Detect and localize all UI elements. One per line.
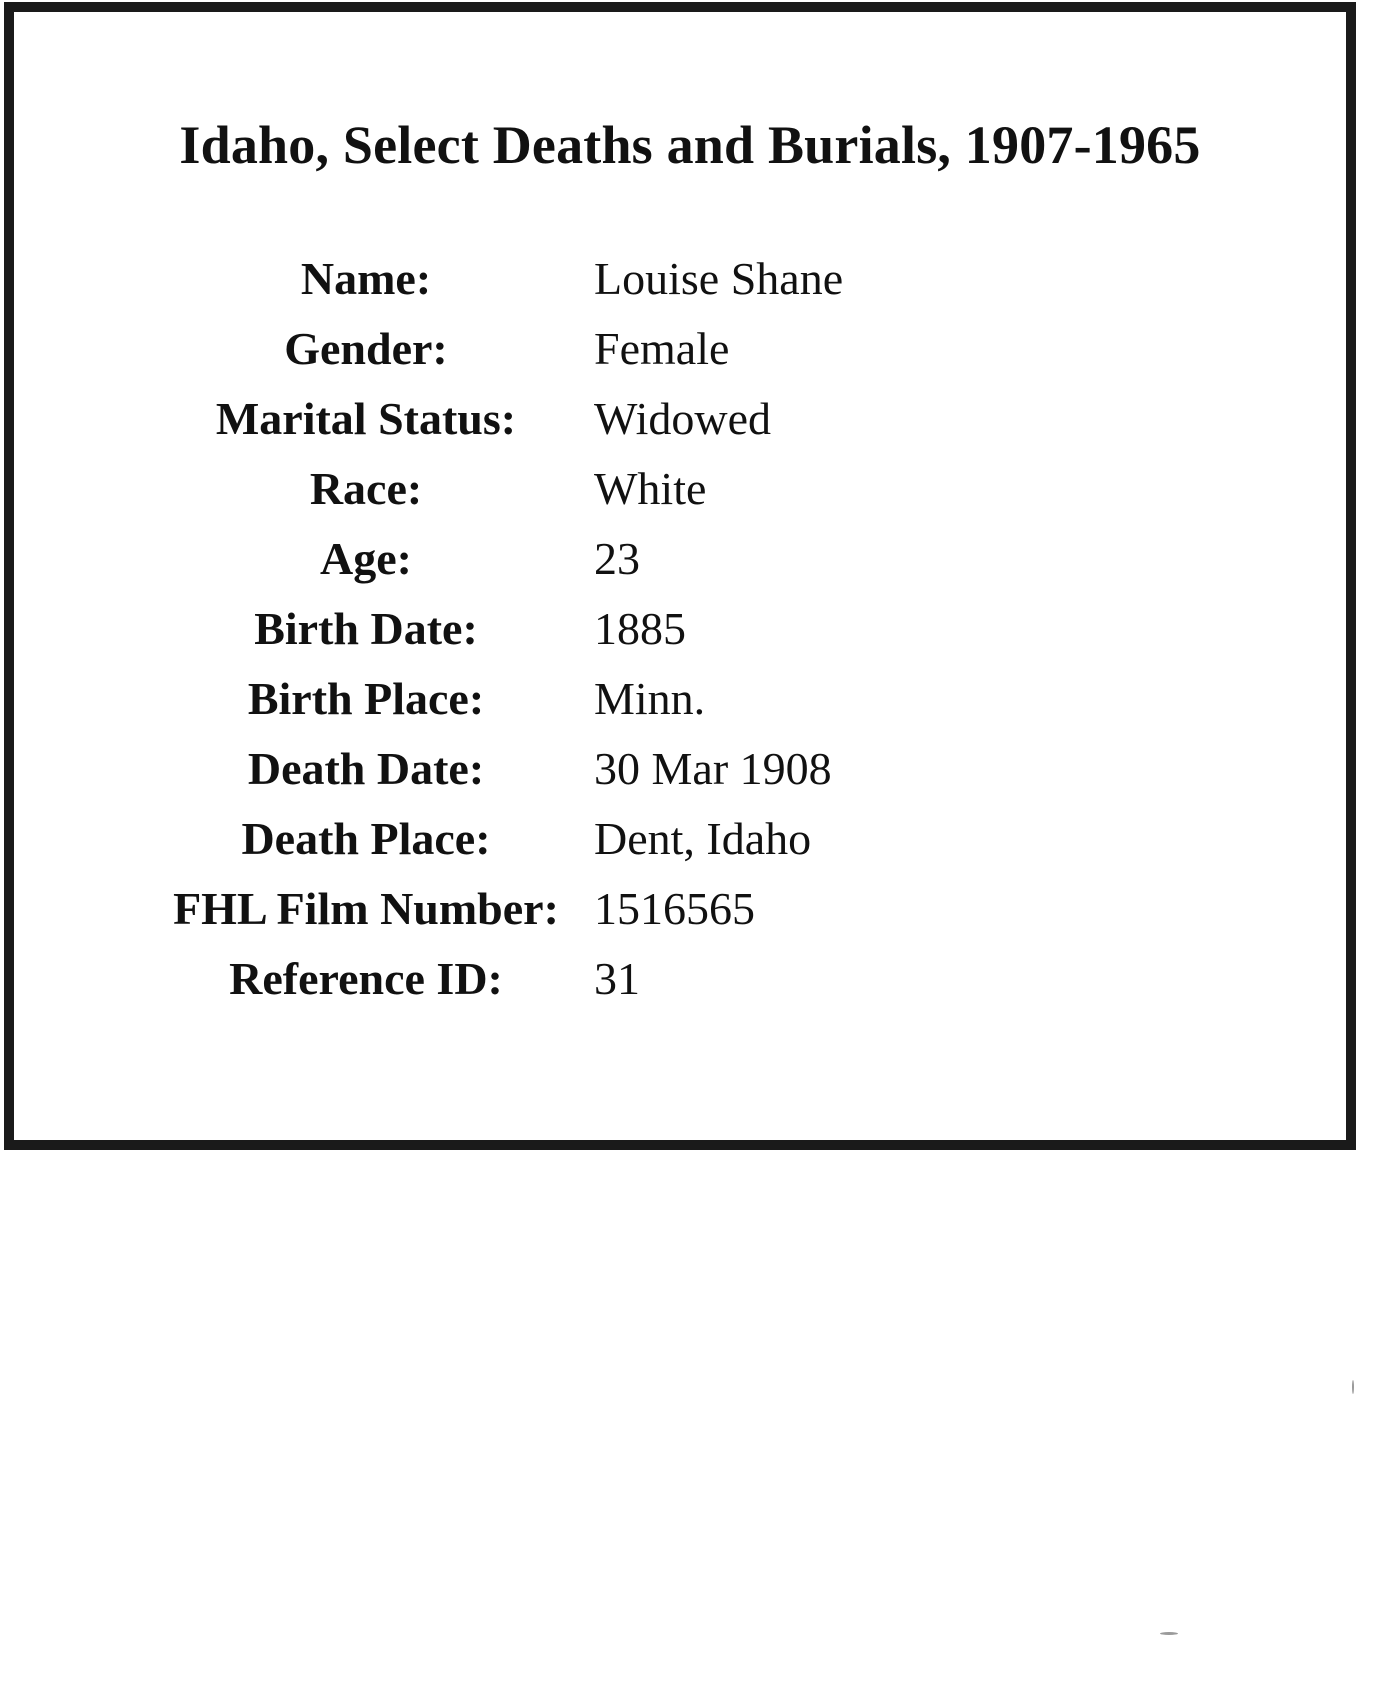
field-label: Birth Place:	[247, 673, 485, 724]
field-label: Marital Status:	[215, 393, 517, 444]
field-value: 23	[594, 533, 640, 584]
field-label: Name:	[300, 253, 432, 304]
field-value: Widowed	[594, 393, 771, 444]
record-title: Idaho, Select Deaths and Burials, 1907-1965	[179, 115, 1201, 175]
field-label: FHL Film Number:	[173, 883, 559, 934]
field-row-birth-date	[14, 594, 1366, 664]
field-value: White	[594, 463, 707, 514]
field-label: Race:	[309, 463, 423, 514]
field-row-race	[14, 454, 1366, 524]
field-row-age	[14, 524, 1366, 594]
field-label: Death Place:	[241, 813, 491, 864]
field-value: Louise Shane	[594, 253, 844, 304]
field-label: Gender:	[284, 323, 448, 374]
field-row-gender	[14, 314, 1366, 384]
field-row-marital-status	[14, 384, 1366, 454]
field-row-death-date	[14, 734, 1366, 804]
field-value: Minn.	[594, 673, 706, 724]
scan-speck	[1160, 1632, 1178, 1635]
field-label: Birth Date:	[254, 603, 478, 654]
field-label: Death Date:	[247, 743, 485, 794]
field-value: 1516565	[594, 883, 755, 934]
field-row-death-place	[14, 804, 1366, 874]
field-value: Female	[594, 323, 730, 374]
field-value: Dent, Idaho	[594, 813, 812, 864]
field-row-name	[14, 244, 1366, 314]
record-frame	[4, 2, 1356, 1150]
scan-speck	[1352, 1380, 1354, 1394]
field-row-birth-place	[14, 664, 1366, 734]
field-value: 31	[594, 953, 640, 1004]
field-row-reference-id	[14, 944, 1366, 1014]
field-label: Age:	[320, 533, 412, 584]
field-value: 1885	[594, 603, 686, 654]
field-row-fhl-film-number	[14, 874, 1366, 944]
field-label: Reference ID:	[229, 953, 503, 1004]
field-value: 30 Mar 1908	[594, 743, 832, 794]
